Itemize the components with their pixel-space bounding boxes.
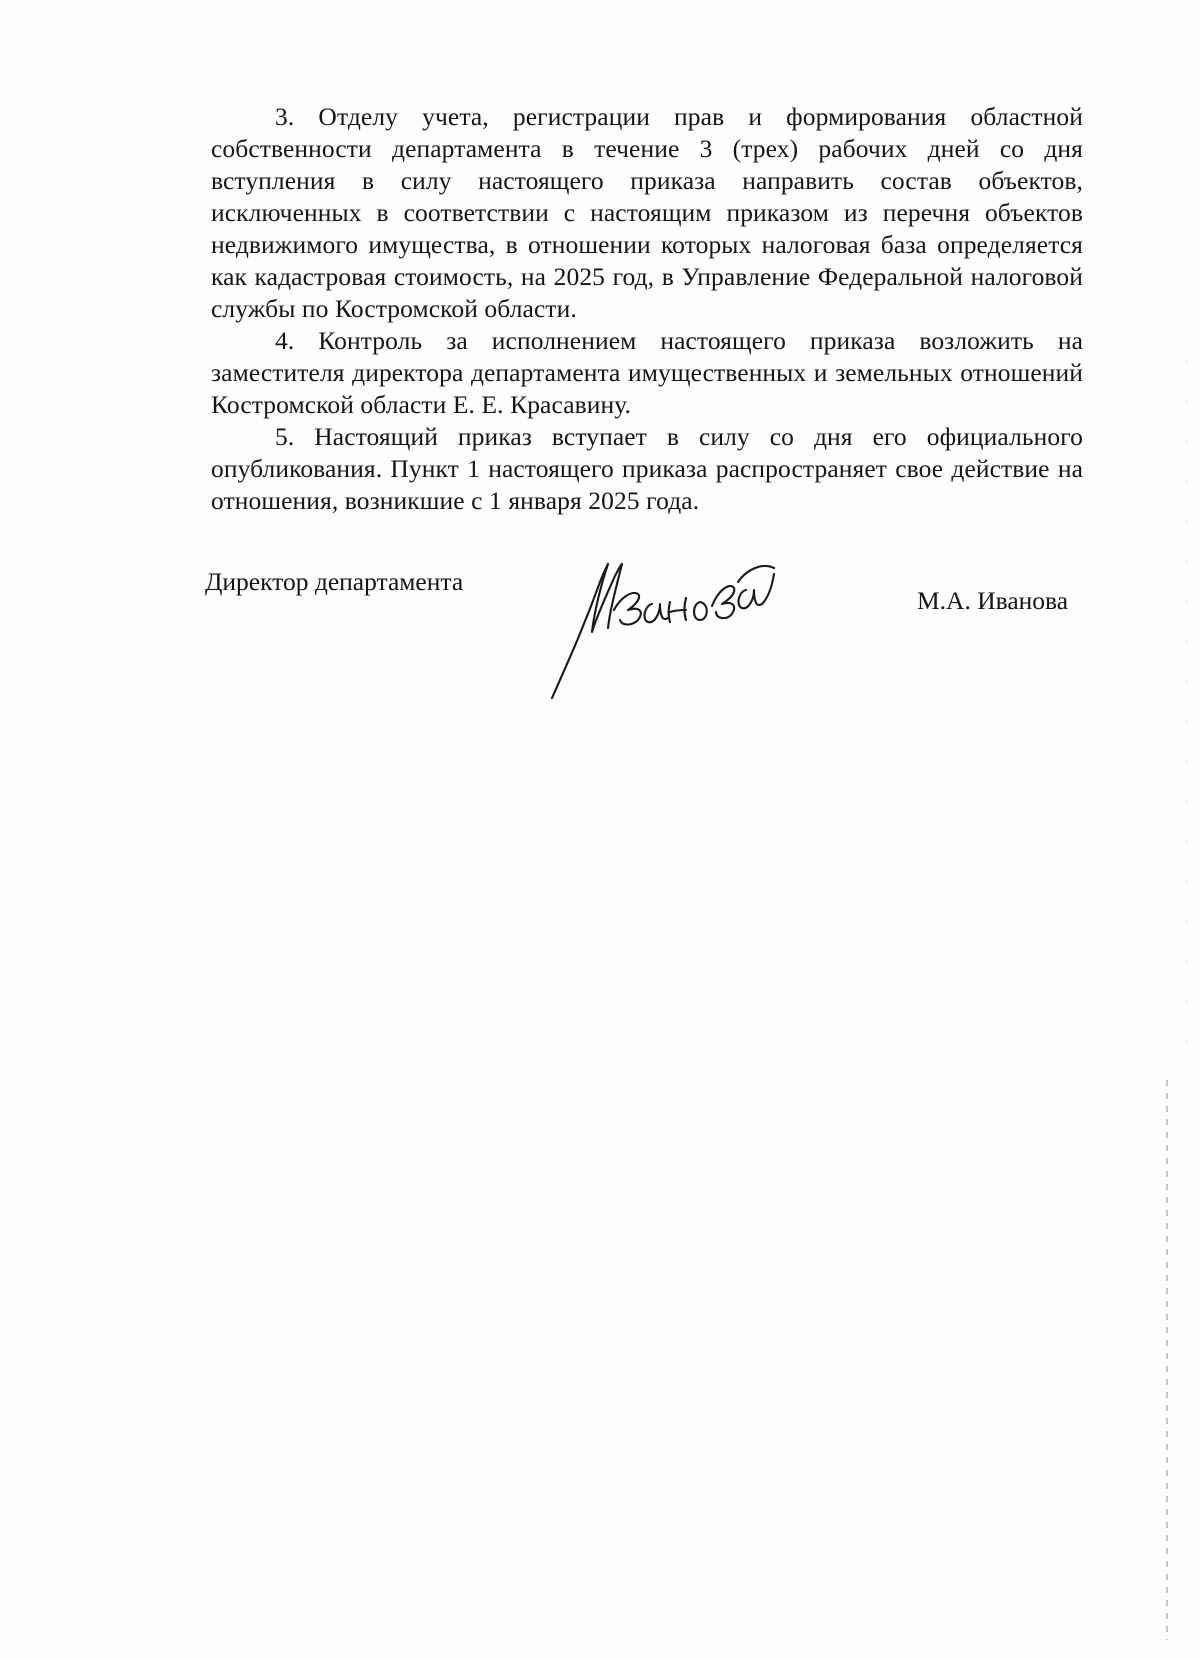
paragraph-item-3: 3. Отделу учета, регистрации прав и формирования областной собственности департамента в течение 3 (трех) рабочих дней со дня вступления в силу настоящего приказа направить состав объектов, исключенных в соответствии с настоящим приказом из перечня объектов недвижимого имущества, в отношении которых налоговая база определяется как кадастровая стоимость, на 2025 год, в Управление Федеральной налоговой службы по Костромской области.	[211, 102, 1083, 323]
document-body	[211, 101, 1083, 517]
paragraph-item-5: 5. Настоящий приказ вступает в силу со дня его официального опубликования. Пункт 1 настоящего приказа распространяет свое действие на отношения, возникшие с 1 января 2025 года.	[211, 422, 1083, 515]
signer-name: М.А. Иванова	[917, 586, 1069, 615]
signature-icon	[548, 548, 778, 700]
scan-edge-mark	[1186, 360, 1187, 1060]
paragraph-item-4: 4. Контроль за исполнением настоящего приказа возложить на заместителя директора департамента имущественных и земельных отношений Костромской области Е. Е. Красавину.	[211, 326, 1083, 419]
scan-edge-mark	[1166, 1080, 1168, 1640]
signer-title: Директор департамента	[205, 567, 464, 596]
